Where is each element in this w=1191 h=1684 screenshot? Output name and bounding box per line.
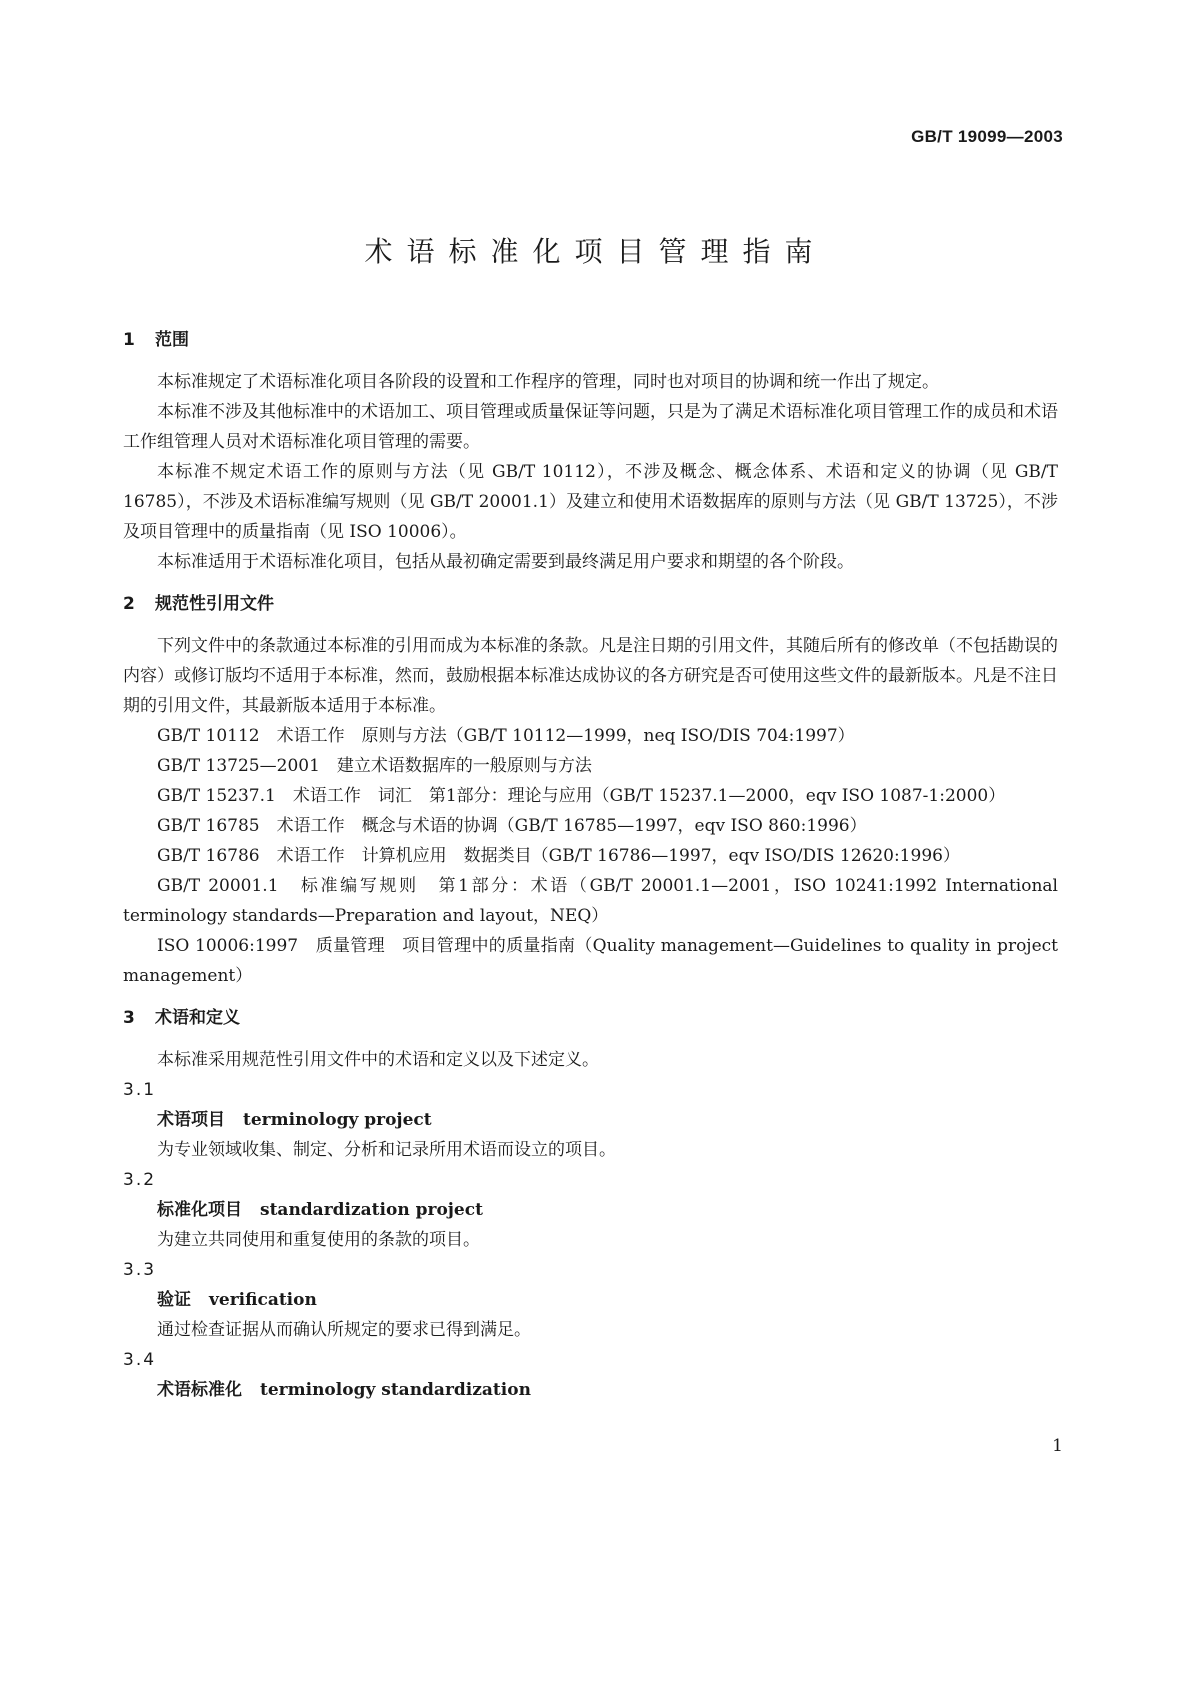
- document-title: 术语标准化项目管理指南: [364, 235, 827, 268]
- term-definition: 为专业领域收集、制定、分析和记录所用术语而设立的项目。: [157, 1140, 616, 1160]
- paragraph: 本标准不涉及其他标准中的术语加工、项目管理或质量保证等问题，只是为了满足术语标准化项目管理工作的成员和术语工作组管理人员对术语标准化项目管理的需要。: [123, 402, 1058, 452]
- term-number: 3.2: [123, 1170, 157, 1190]
- section-title: 术语和定义: [155, 1008, 240, 1028]
- section-2-heading: [123, 589, 1058, 619]
- section-title: 规范性引用文件: [155, 594, 274, 614]
- term-name: [123, 1285, 1058, 1315]
- term-name-zh: 术语项目: [157, 1110, 225, 1130]
- document-body: [123, 325, 1058, 1405]
- section-number: 3: [123, 1008, 135, 1028]
- section-number: 2: [123, 594, 135, 614]
- reference-item: GB/T 10112 术语工作 原则与方法（GB/T 10112—1999，neq ISO/DIS 704:1997）: [157, 726, 855, 746]
- term-name-zh: 标准化项目: [157, 1200, 242, 1220]
- term-name-zh: 验证: [157, 1290, 191, 1310]
- term-number: 3.4: [123, 1350, 157, 1370]
- reference-item: GB/T 16785 术语工作 概念与术语的协调（GB/T 16785—1997，eqv ISO 860:1996）: [157, 816, 867, 836]
- reference-item: GB/T 15237.1 术语工作 词汇 第1部分：理论与应用（GB/T 15237.1—2000，eqv ISO 1087-1:2000）: [157, 786, 1006, 806]
- term-definition: 通过检查证据从而确认所规定的要求已得到满足。: [157, 1320, 531, 1340]
- reference-item: GB/T 13725—2001 建立术语数据库的一般原则与方法: [157, 756, 592, 776]
- term-name: [123, 1105, 1058, 1135]
- document-code: GB/T 19099—2003: [911, 127, 1063, 146]
- section-number: 1: [123, 330, 135, 350]
- term-definition: 为建立共同使用和重复使用的条款的项目。: [157, 1230, 480, 1250]
- section-1-heading: [123, 325, 1058, 355]
- term-name-en: verification: [209, 1290, 317, 1310]
- reference-item: GB/T 20001.1 标准编写规则 第1部分：术语（GB/T 20001.1—2001，ISO 10241:1992 International terminology standards—Preparation and layout，NEQ）: [123, 876, 1058, 926]
- term-number: 3.1: [123, 1080, 157, 1100]
- reference-item: GB/T 16786 术语工作 计算机应用 数据类目（GB/T 16786—1997，eqv ISO/DIS 12620:1996）: [157, 846, 960, 866]
- paragraph: 本标准规定了术语标准化项目各阶段的设置和工作程序的管理，同时也对项目的协调和统一作出了规定。: [157, 372, 939, 392]
- term-name: [123, 1375, 1058, 1405]
- paragraph: 本标准适用于术语标准化项目，包括从最初确定需要到最终满足用户要求和期望的各个阶段。: [157, 552, 854, 572]
- paragraph: 本标准不规定术语工作的原则与方法（见 GB/T 10112），不涉及概念、概念体系、术语和定义的协调（见 GB/T 16785），不涉及术语标准编写规则（见 GB/T 20001.1）及建立和使用术语数据库的原则与方法（见 GB/T 13725），不涉及项目管理中的质量指南（见 ISO 10006）。: [123, 462, 1058, 542]
- paragraph: 本标准采用规范性引用文件中的术语和定义以及下述定义。: [157, 1050, 599, 1070]
- term-name-en: terminology standardization: [260, 1380, 531, 1400]
- term-name-en: standardization project: [260, 1200, 483, 1220]
- term-name-zh: 术语标准化: [157, 1380, 242, 1400]
- section-title: 范围: [155, 330, 189, 350]
- page-number: 1: [1052, 1436, 1063, 1456]
- reference-item: ISO 10006:1997 质量管理 项目管理中的质量指南（Quality management—Guidelines to quality in project management）: [123, 936, 1058, 986]
- paragraph: 下列文件中的条款通过本标准的引用而成为本标准的条款。凡是注日期的引用文件，其随后所有的修改单（不包括勘误的内容）或修订版均不适用于本标准，然而，鼓励根据本标准达成协议的各方研究是否可使用这些文件的最新版本。凡是不注日期的引用文件，其最新版本适用于本标准。: [123, 636, 1058, 716]
- section-3-heading: [123, 1003, 1058, 1033]
- term-name: [123, 1195, 1058, 1225]
- term-name-en: terminology project: [243, 1110, 432, 1130]
- term-number: 3.3: [123, 1260, 157, 1280]
